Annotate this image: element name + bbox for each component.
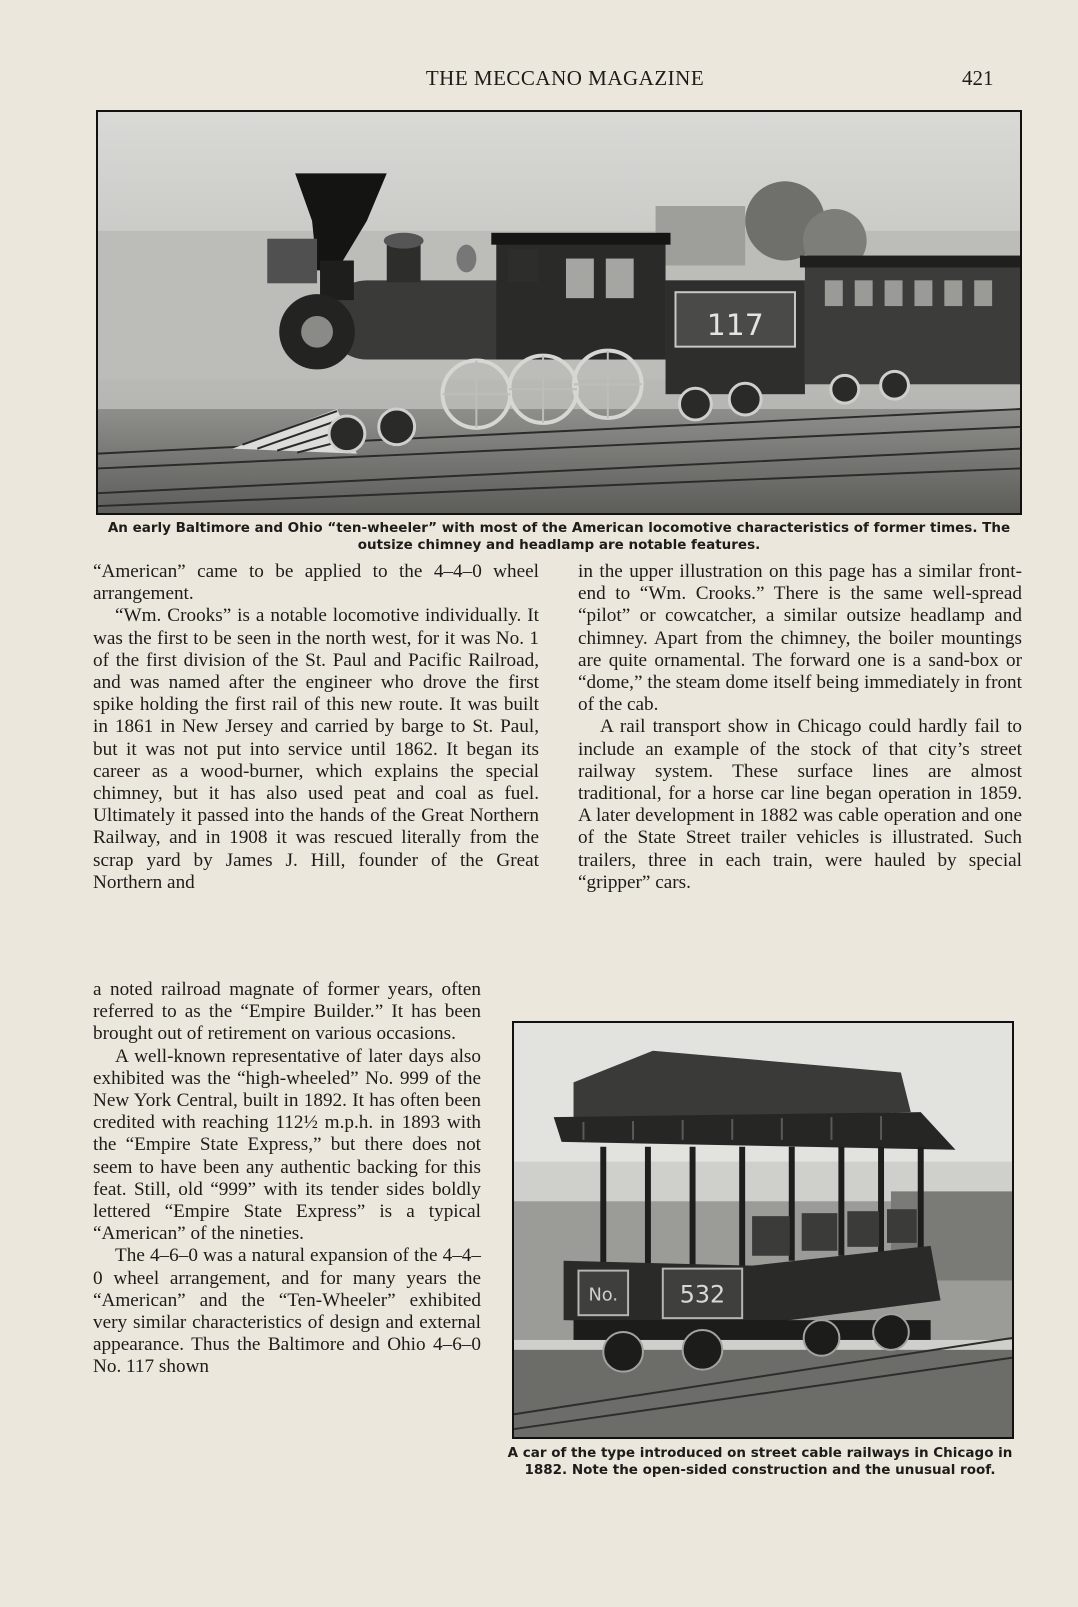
column-left	[93, 561, 539, 894]
car-plate: No.	[588, 1284, 619, 1306]
paragraph: a noted railroad magnate of former years, often referred to as the “Empire Builder.” It has been brought out of retirement on various occasions.	[93, 979, 481, 1045]
locomotive-photo	[96, 110, 1022, 515]
paragraph: A rail transport show in Chicago could hardly fail to include an example of the stock of that city’s street railway system. These surface lines are almost traditional, for a horse car line began operation in 1859. A later development in 1882 was cable operation and one of the State Street trailer vehicles is illustrated. Such trailers, three in each train, were hauled by special “gripper” cars.	[578, 716, 1022, 893]
paragraph: A well-known representative of later days also exhibited was the “high-wheeled” No. 999 of the New York Central, built in 1892. It has often been credited with reaching 112½ m.p.h. in 1893 with the “Empire State Express,” but there does not seem to have been any authentic backing for this feat. Still, old “999” with its tender sides boldly lettered “Empire State Express” is a typical “American” of the nineties.	[93, 1045, 481, 1245]
paragraph: in the upper illustration on this page has a similar front-end to “Wm. Crooks.” There is the same well-spread “pilot” or cowcatcher, a similar outsize headlamp and chimney. Apart from the chimney, the boiler mountings are quite ornamental. The forward one is a sand-box or “dome,” the steam dome itself being immediately in front of the cab.	[578, 561, 1022, 716]
car-number: 532	[679, 1280, 726, 1309]
column-left-lower	[93, 979, 481, 1379]
paragraph: The 4–6–0 was a natural expansion of the 4–4–0 wheel arrangement, and for many years the “American” and the “Ten-Wheeler” exhibited very similar characteristics of design and external appearance. Thus the Baltimore and Ohio 4–6–0 No. 117 shown	[93, 1245, 481, 1378]
cable-car-photo	[512, 1021, 1014, 1439]
paragraph: “Wm. Crooks” is a notable locomotive individually. It was the first to be seen in the north west, for it was No. 1 of the first division of the St. Paul and Pacific Railroad, and was named after the engineer who drove the first spike holding the first rail of this new route. It was built in 1861 in New Jersey and carried by barge to St. Paul, but it was not put into service until 1862. It began its career as a wood-burner, which explains the special chimney, but it has also used peat and coal as fuel. Ultimately it passed into the hands of the Great Northern Railway, and in 1908 it was rescued literally from the scrap yard by James J. Hill, founder of the Great Northern and	[93, 605, 539, 893]
cable-car-caption: A car of the type introduced on street cable railways in Chicago in 1882. Note the open-sided construction and the unusual roof.	[507, 1445, 1013, 1478]
locomotive-illustration	[98, 112, 1020, 513]
paragraph: “American” came to be applied to the 4–4–0 wheel arrangement.	[93, 561, 539, 605]
cable-car-illustration	[514, 1023, 1012, 1437]
magazine-title: THE MECCANO MAGAZINE	[425, 66, 705, 90]
page-number: 421	[962, 66, 994, 90]
column-right	[578, 561, 1022, 894]
tender-number: 117	[706, 307, 764, 343]
locomotive-caption: An early Baltimore and Ohio “ten-wheeler” with most of the American locomotive characteristics of former times. The outsize chimney and headlamp are notable features.	[107, 520, 1011, 553]
